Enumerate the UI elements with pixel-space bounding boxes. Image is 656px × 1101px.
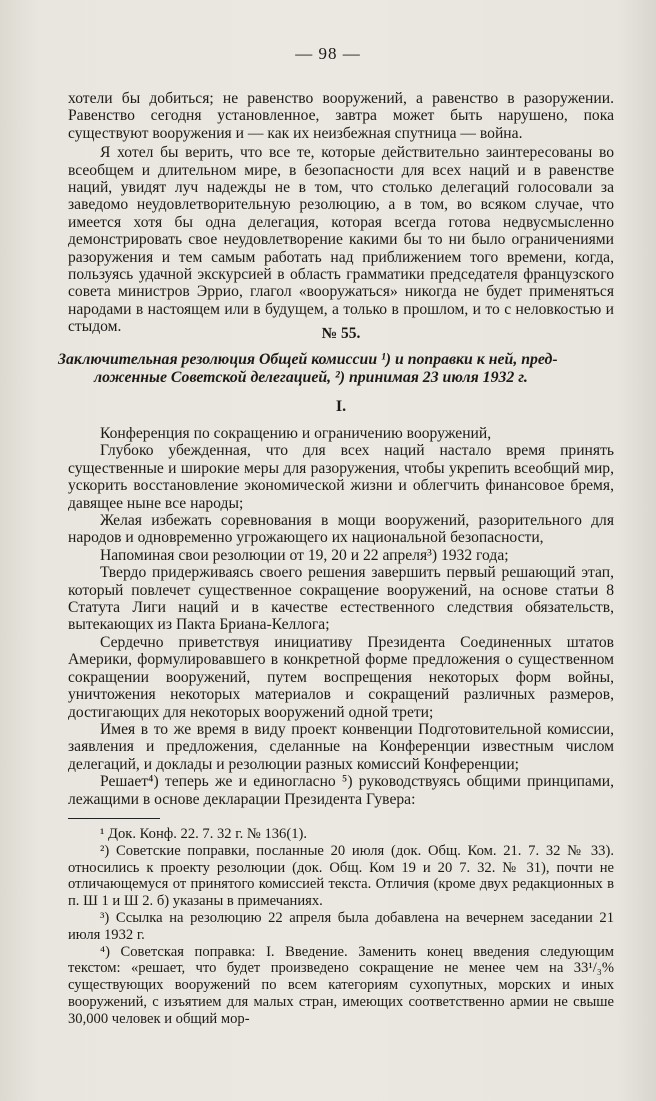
resolution-paragraph: Напоминая свои резолюции от 19, 20 и 22 апреля³) 1932 года; (100, 546, 509, 564)
footnote-divider (68, 818, 160, 819)
resolution-paragraph: Твердо придерживаясь своего решения завершить первый решающий этап, который повлечет существенное сокращение вооружений, на основе статьи 8 Статута Лиги наций и в качестве естественного следствия обязательств, вытекающих из Пакта Бриана-Келлога; (68, 564, 614, 634)
resolution-paragraph: Желая избежать соревнования в мощи вооружений, разорительного для народов и одновременно угрожающего их национальной безопасности, (68, 512, 614, 547)
resolution-paragraph: Сердечно приветствуя инициативу Президента Соединенных штатов Америки, формулировавшего в конкретной форме предложения о существенном сокращении вооружений, путем воспрещения некоторых форм войны, уничтожения некоторых материалов и сокращений различных размеров, достигающих для некоторых вооружений одной трети; (68, 633, 614, 721)
resolution-paragraph: Конференция по сокращению и ограничению вооружений, (100, 425, 492, 442)
footnotes (68, 826, 614, 1028)
footnote-2: ²) Советские поправки, посланные 20 июля (док. Общ. Ком. 21. 7. 32 № 33). относились к проекту резолюции (док. Общ. Ком 19 и 20 7. 32. № 31), почти не отличающемуся от принятого комиссией текста. Отличия (кроме двух редакционных в п. Ш 1 и Ш 2. б) указаны в примечаниях. (68, 842, 614, 910)
part-roman-numeral: I. (335, 398, 347, 415)
footnote-1: ¹ Док. Конф. 22. 7. 32 г. № 136(1). (100, 826, 308, 842)
resolution-title (58, 351, 618, 387)
resolution-paragraph: Имея в то же время в виду проект конвенции Подготовительной комиссии, заявления и предложения, сделанные на Конференции известным числом делегаций, и доклады и резолюции разных комиссий Конференции; (68, 720, 614, 773)
intro-paragraph-2: Я хотел бы верить, что все те, которые действительно заинтересованы во всеобщем и длительном мире, в безопасности для всех наций и в равенстве наций, увидят луч надежды не в том, что столько делегаций голосовали за заведомо неудовлетворительную резолюцию, а в том, во всяком случае, что имеется хотя бы одна делегация, которая всегда готова недвусмысленно демонстрировать свое неудовлетворение какими бы то ни было ограничениями разоружения и тем самым работать над приближением того времени, когда, пользуясь удачной экскурсией в область грамматики председателя французского совета министров Эррио, глагол «вооружаться» никогда не будет применяться народами в настоящем или в будущем, а только в прошлом, и то с неловкостью и стыдом. (68, 144, 614, 336)
intro-paragraph-1: хотели бы добиться; не равенство вооружений, а равенство в разоружении. Равенство сегодня установленное, завтра может быть нарушено, пока существуют вооружения и — как их неизбежная спутница — война. (68, 90, 614, 142)
resolution-body (68, 425, 614, 808)
title-line-1: Заключительная резолюция Общей комиссии ¹) и поправки к ней, пред- (58, 351, 558, 368)
footnote-3: ³) Ссылка на резолюцию 22 апреля была добавлена на вечернем заседании 21 июля 1932 г. (68, 909, 614, 943)
footnote-divider-wrap (68, 818, 614, 819)
part-heading (68, 398, 614, 416)
resolution-paragraph: Решает⁴) теперь же и единогласно ⁵) руководствуясь общими принципами, лежащими в основе декларации Президента Гувера: (68, 773, 614, 808)
section-number: № 55. (321, 325, 361, 342)
footnote-4: ⁴) Советская поправка: I. Введение. Заменить конец введения следующим текстом: «решает, что будет произведено сокращение не менее чем на 33¹/₃% существующих вооружений по всем категориям сухопутных, морских и иных вооружений, с изъятием для малых стран, имеющих соответственно армии не свыше 30,000 человек и общий мор- (68, 943, 614, 1027)
intro-section (68, 90, 614, 336)
resolution-paragraph: Глубоко убежденная, что для всех наций настало время принять существенные и широкие меры для разоружения, чтобы укрепить всеобщий мир, ускорить восстановление экономической жизни и облегчить финансовое бремя, давящее ныне все народы; (68, 442, 614, 512)
page-number: — 98 — (295, 44, 361, 63)
document-heading (68, 325, 614, 343)
title-line-2: ложенные Советской делегацией, ²) принимая 23 июля 1932 г. (94, 369, 528, 386)
